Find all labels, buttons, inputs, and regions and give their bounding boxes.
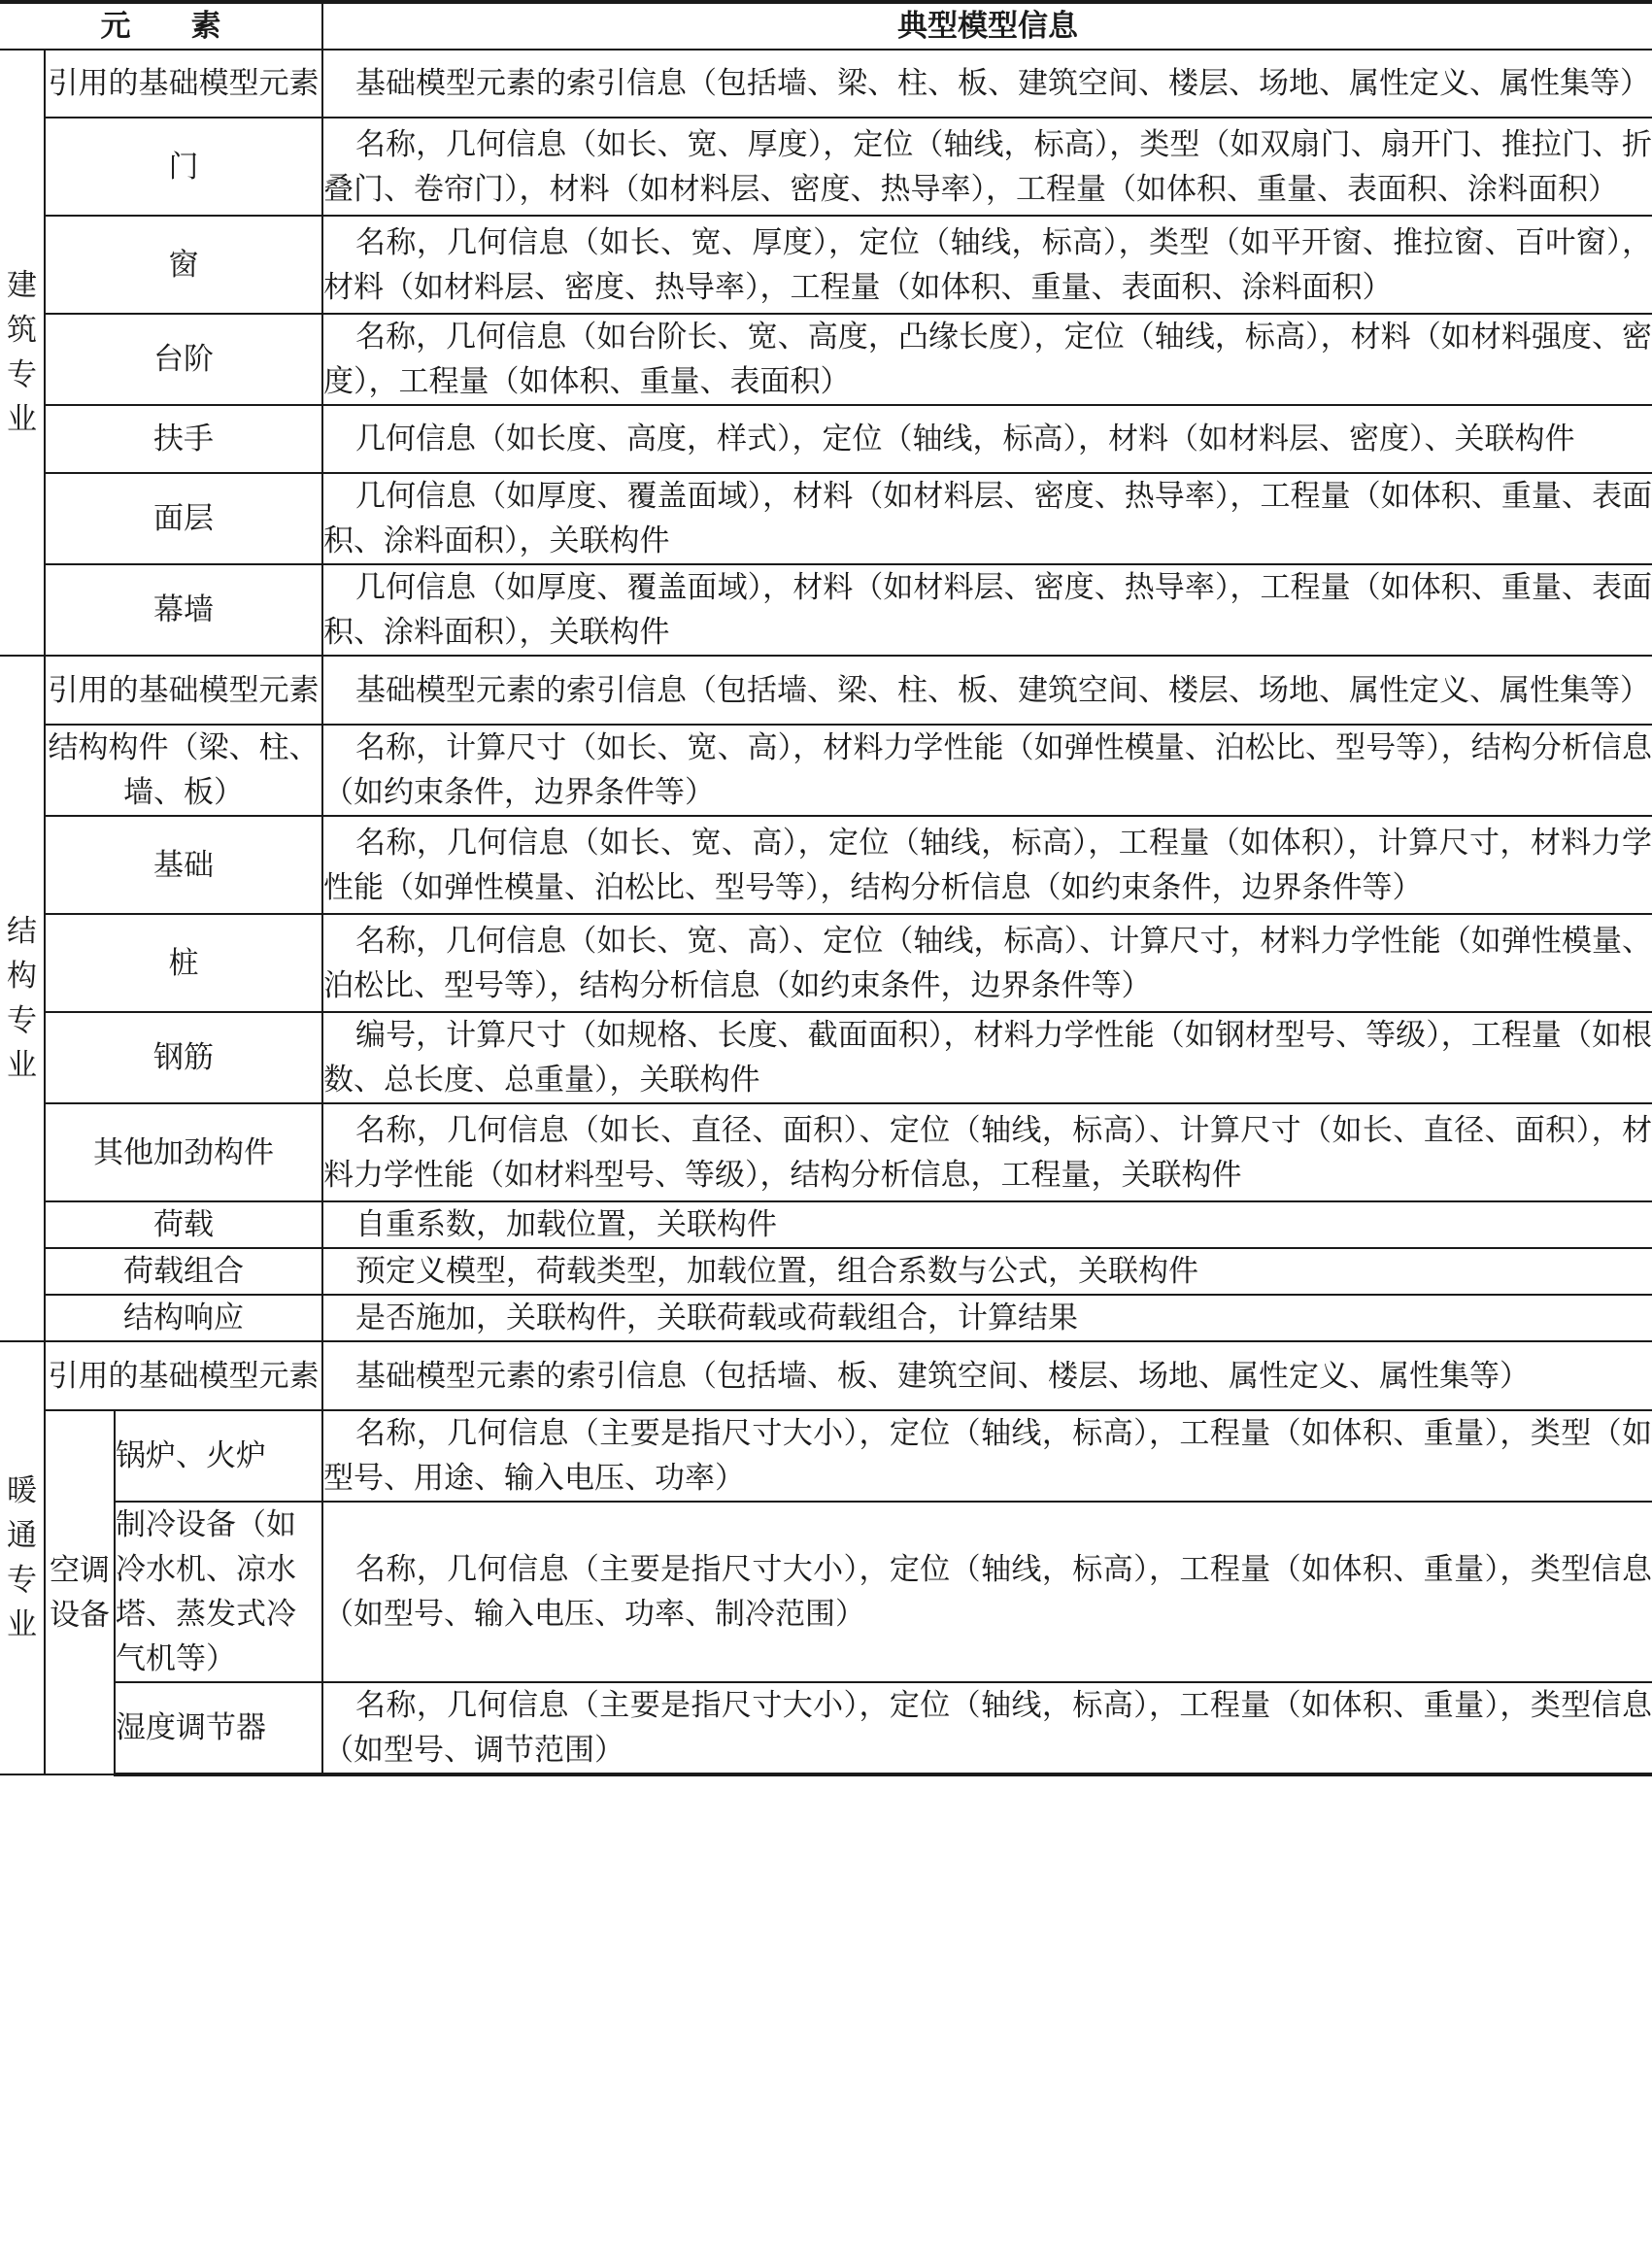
info-cell: 自重系数，加载位置，关联构件 — [322, 1201, 1652, 1248]
element-cell: 制冷设备（如冷水机、凉水塔、蒸发式冷气机等） — [115, 1502, 322, 1682]
info-cell: 名称，几何信息（主要是指尺寸大小），定位（轴线，标高），工程量（如体积、重量），类型（如型号、用途、输入电压、功率） — [322, 1410, 1652, 1502]
element-cell: 荷载组合 — [45, 1248, 322, 1295]
info-cell: 名称，几何信息（如长、宽、高），定位（轴线，标高），工程量（如体积），计算尺寸，材料力学性能（如弹性模量、泊松比、型号等），结构分析信息（如约束条件，边界条件等） — [322, 816, 1652, 914]
info-cell: 几何信息（如长度、高度，样式），定位（轴线，标高），材料（如材料层、密度）、关联构件 — [322, 405, 1652, 473]
info-column-header: 典型模型信息 — [322, 2, 1652, 50]
element-cell: 台阶 — [45, 314, 322, 405]
element-cell: 其他加劲构件 — [45, 1103, 322, 1201]
info-cell: 编号，计算尺寸（如规格、长度、截面面积），材料力学性能（如钢材型号、等级），工程量（如根数、总长度、总重量），关联构件 — [322, 1012, 1652, 1103]
info-cell: 名称，几何信息（主要是指尺寸大小），定位（轴线，标高），工程量（如体积、重量），类型信息（如型号、输入电压、功率、制冷范围） — [322, 1502, 1652, 1682]
table-row — [0, 816, 1652, 914]
element-cell: 荷载 — [45, 1201, 322, 1248]
table-row — [0, 564, 1652, 656]
table-row — [0, 914, 1652, 1012]
table-row — [0, 1295, 1652, 1341]
info-cell: 是否施加，关联构件，关联荷载或荷载组合，计算结果 — [322, 1295, 1652, 1341]
subcategory-air-conditioning: 空调设备 — [45, 1410, 115, 1774]
table-row — [0, 216, 1652, 314]
element-cell: 窗 — [45, 216, 322, 314]
table-row — [0, 118, 1652, 216]
info-cell: 名称，几何信息（如长、宽、厚度），定位（轴线，标高），类型（如平开窗、推拉窗、百叶窗），材料（如材料层、密度、热导率），工程量（如体积、重量、表面积、涂料面积） — [322, 216, 1652, 314]
table-row — [0, 1682, 1652, 1774]
table-row — [0, 1410, 1652, 1502]
table-row — [0, 1248, 1652, 1295]
table-row — [0, 473, 1652, 564]
element-cell: 扶手 — [45, 405, 322, 473]
table-row — [0, 1103, 1652, 1201]
element-cell: 面层 — [45, 473, 322, 564]
info-cell: 基础模型元素的索引信息（包括墙、梁、柱、板、建筑空间、楼层、场地、属性定义、属性集等） — [322, 50, 1652, 118]
info-cell: 基础模型元素的索引信息（包括墙、梁、柱、板、建筑空间、楼层、场地、属性定义、属性集等） — [322, 656, 1652, 725]
element-cell: 桩 — [45, 914, 322, 1012]
element-cell: 基础 — [45, 816, 322, 914]
element-column-header: 元 素 — [0, 2, 322, 50]
element-cell: 引用的基础模型元素 — [45, 656, 322, 725]
table-row — [0, 1201, 1652, 1248]
element-cell: 引用的基础模型元素 — [45, 50, 322, 118]
element-cell: 锅炉、火炉 — [115, 1410, 322, 1502]
element-cell: 引用的基础模型元素 — [45, 1341, 322, 1410]
element-cell: 结构构件（梁、柱、墙、板） — [45, 725, 322, 816]
category-hvac: 暖通专业 — [0, 1341, 45, 1774]
info-cell: 几何信息（如厚度、覆盖面域），材料（如材料层、密度、热导率），工程量（如体积、重量、表面积、涂料面积），关联构件 — [322, 473, 1652, 564]
table-row — [0, 50, 1652, 118]
info-cell: 预定义模型，荷载类型，加载位置，组合系数与公式，关联构件 — [322, 1248, 1652, 1295]
table-row — [0, 725, 1652, 816]
element-cell: 湿度调节器 — [115, 1682, 322, 1774]
info-cell: 基础模型元素的索引信息（包括墙、板、建筑空间、楼层、场地、属性定义、属性集等） — [322, 1341, 1652, 1410]
info-cell: 名称，几何信息（如长、宽、厚度），定位（轴线，标高），类型（如双扇门、扇开门、推拉门、折叠门、卷帘门），材料（如材料层、密度、热导率），工程量（如体积、重量、表面积、涂料面积） — [322, 118, 1652, 216]
table-row — [0, 314, 1652, 405]
info-cell: 名称，几何信息（如长、宽、高）、定位（轴线，标高）、计算尺寸，材料力学性能（如弹性模量、泊松比、型号等），结构分析信息（如约束条件，边界条件等） — [322, 914, 1652, 1012]
table-row — [0, 1012, 1652, 1103]
element-cell: 幕墙 — [45, 564, 322, 656]
table-row — [0, 656, 1652, 725]
info-cell: 几何信息（如厚度、覆盖面域），材料（如材料层、密度、热导率），工程量（如体积、重量、表面积、涂料面积），关联构件 — [322, 564, 1652, 656]
table-header-row — [0, 2, 1652, 50]
element-cell: 结构响应 — [45, 1295, 322, 1341]
element-cell: 门 — [45, 118, 322, 216]
info-cell: 名称，几何信息（如长、直径、面积）、定位（轴线，标高）、计算尺寸（如长、直径、面积），材料力学性能（如材料型号、等级），结构分析信息，工程量，关联构件 — [322, 1103, 1652, 1201]
info-cell: 名称，计算尺寸（如长、宽、高），材料力学性能（如弹性模量、泊松比、型号等），结构分析信息（如约束条件，边界条件等） — [322, 725, 1652, 816]
table-row — [0, 1502, 1652, 1682]
category-structure: 结构专业 — [0, 656, 45, 1341]
table-row — [0, 1341, 1652, 1410]
table-row — [0, 405, 1652, 473]
info-cell: 名称，几何信息（主要是指尺寸大小），定位（轴线，标高），工程量（如体积、重量），类型信息（如型号、调节范围） — [322, 1682, 1652, 1774]
info-cell: 名称，几何信息（如台阶长、宽、高度，凸缘长度），定位（轴线，标高），材料（如材料强度、密度），工程量（如体积、重量、表面积） — [322, 314, 1652, 405]
category-architecture: 建筑专业 — [0, 50, 45, 656]
element-cell: 钢筋 — [45, 1012, 322, 1103]
